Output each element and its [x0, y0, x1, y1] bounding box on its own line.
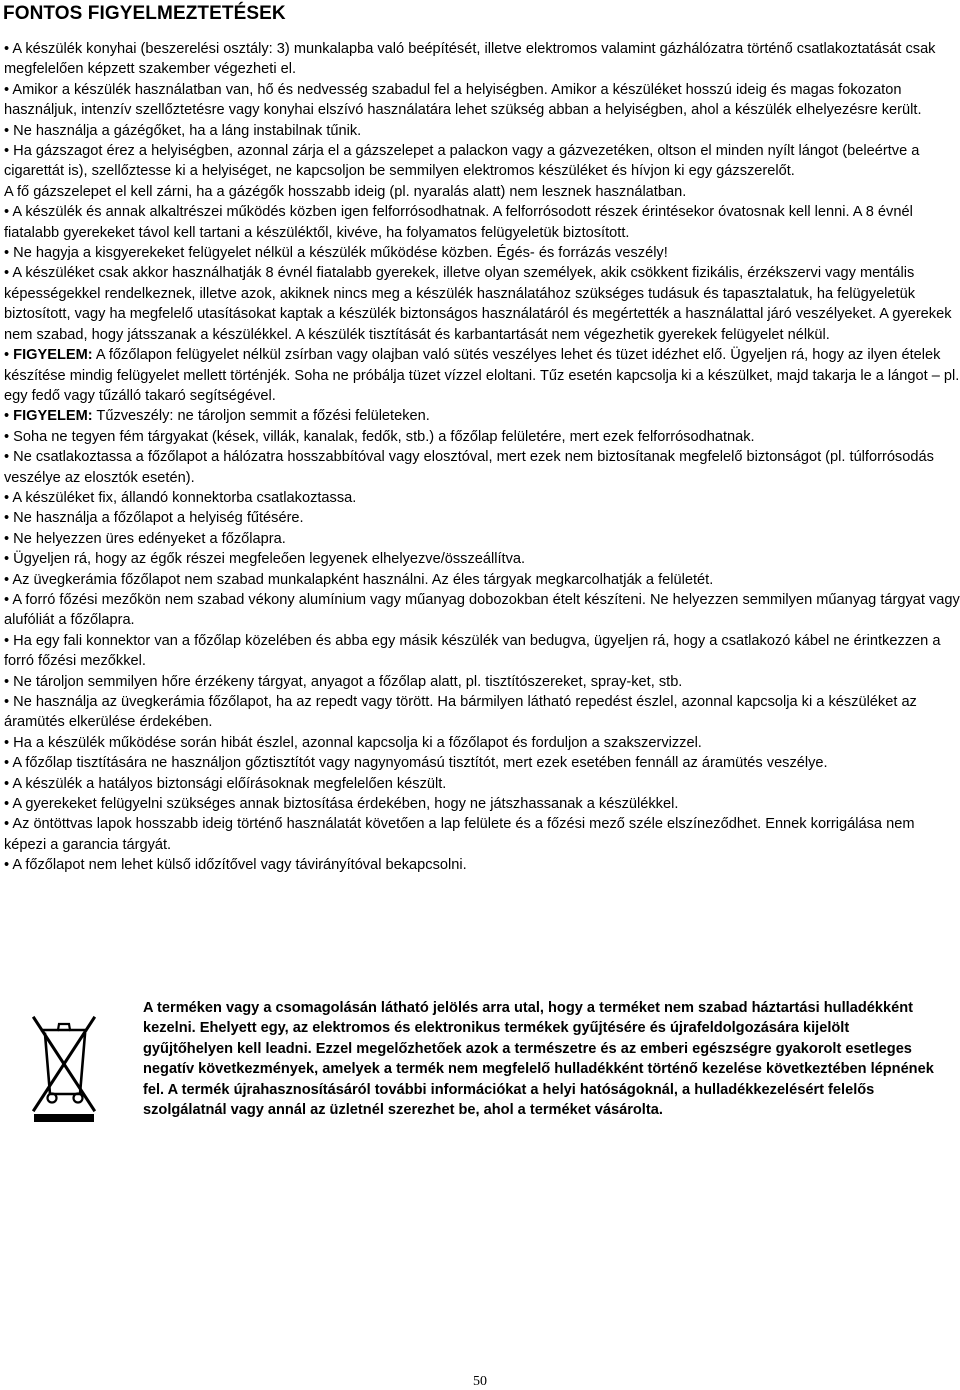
warning-item: • Amikor a készülék használatban van, hő és nedvesség szabadul fel a helyiségben. Amikor a készüléket hosszú ideig és magas fokozaton használjuk, intenzív szellőztetésre vagy konyhai elszívó használatára lehet szükség abban a helyiségben, ahol a készülék elhelyezésre került.	[4, 81, 922, 119]
page-title: FONTOS FIGYELMEZTETÉSEK	[3, 3, 286, 24]
warning-item: • Ne csatlakoztassa a főzőlapot a hálózatra hosszabbítóval vagy elosztóval, mert ezek nem biztosítanak megfelelő biztonságot (pl. túlforrósodás veszélye az elosztók esetén).	[4, 449, 934, 486]
warning-item: • A főzőlap tisztítására ne használjon gőztisztítót vagy nagynyomású tisztítót, mert ezek esetében fennáll az áramütés veszélye.	[4, 755, 828, 772]
warning-item: • Az üvegkerámia főzőlapot nem szabad munkalapként használni. Az éles tárgyak megkarcolhatják a felületét.	[4, 571, 714, 588]
crossed-out-wheelie-bin-icon	[28, 1012, 100, 1124]
warning-item: • Ne helyezzen üres edényeket a főzőlapra.	[4, 530, 286, 547]
page-number: 50	[473, 1374, 487, 1389]
warning-item: • A készülék a hatályos biztonsági előírásoknak megfelelően készült.	[4, 775, 447, 792]
warning-item: • Ha gázszagot érez a helyiségben, azonnal zárja el a gázszelepet a palackon vagy a gázvezetéken, oltson el minden nyílt lángot (beleértve a cigarettát is), szellőztesse ki a helyiséget, ne kapcsoljon be semmilyen elektromos készüléket és hívjon ki egy gázszerelőt.	[4, 143, 920, 180]
warning-item: • A készülék konyhai (beszerelési osztály: 3) munkalapba való beépítését, illetve elektromos valamint gázhálózatra történő csatlakoztatását csak megfelelően képzett szakember végezheti el.	[4, 41, 936, 78]
warning-item: • Ha egy fali konnektor van a főzőlap közelében és abba egy másik készülék van bedugva, ügyeljen rá, hogy a csatlakozó kábel ne érintkezzen a forró főzési mezőkkel.	[4, 632, 941, 670]
warning-item: • Az öntöttvas lapok hosszabb ideig történő használatát követően a lap felülete és a főzési mező széle elszíneződhet. Ennek korrigálása nem képezi a garancia tárgyát.	[4, 816, 915, 853]
warning-item: • FIGYELEM: Tűzveszély: ne tároljon semmit a főzési felületeken.	[4, 408, 430, 425]
warning-item: • Ne hagyja a kisgyerekeket felügyelet nélkül a készülék működése közben. Égés- és forrázás veszély!	[4, 245, 668, 262]
warning-item: • Ha a készülék működése során hibát észlel, azonnal kapcsolja ki a főzőlapot és forduljon a szakszervizzel.	[4, 734, 702, 751]
warning-item: • A készüléket fix, állandó konnektorba csatlakoztassa.	[4, 489, 357, 506]
warnings-list	[4, 39, 960, 876]
warning-item: • A forró főzési mezőkön nem szabad vékony alumínium vagy műanyag dobozokban ételt készíteni. Ne helyezzen semmilyen műanyag tárgyat vagy alufóliát a főzőlapra.	[4, 591, 960, 629]
warning-item: • Soha ne tegyen fém tárgyakat (kések, villák, kanalak, fedők, stb.) a főzőlap felületére, mert ezek felforrósodhatnak.	[4, 428, 755, 445]
warning-item: • A főzőlapot nem lehet külső időzítővel vagy távirányítóval bekapcsolni.	[4, 857, 467, 874]
warning-item: • Ne használja a gázégőket, ha a láng instabilnak tűnik.	[4, 122, 362, 139]
warning-item: • Ne használja a főzőlapot a helyiség fűtésére.	[4, 510, 304, 527]
disposal-notice: A terméken vagy a csomagolásán látható jelölés arra utal, hogy a terméket nem szabad háztartási hulladékként kezelni. Ehelyett egy, az elektromos és elektronikus termékek gyűjtésére és újrafeldolgozására kijelölt gyűjtőhelyen kell leadni. Ezzel megelőzhetőek azok a természetre és az emberi egészségre gyakorolt esetleges negatív következmények, amelyek a termék nem megfelelő hulladékként történő kezelése következtében lépnének fel. A termék újrahasznosításáról további információkat a helyi hatóságoknál, a hulladékkezelésért felelős szolgálatnál vagy annál az üzletnél szerezhet be, ahol a terméket vásárolta.	[143, 1000, 934, 1119]
warning-item: • FIGYELEM: A főzőlapon felügyelet nélkül zsírban vagy olajban való sütés veszélyes lehet és tüzet idézhet elő. Ügyeljen rá, hogy az ilyen ételek készítése mindig felügyelet mellett történjék. Soha ne próbálja tüzet vízzel eloltani. Tűz esetén kapcsolja ki a készülket, majd takarja le a lángot – pl. egy fedő vagy tűzálló takaró segítségével.	[4, 347, 960, 404]
warning-item: • Ügyeljen rá, hogy az égők részei megfeleően legyenek elhelyezve/összeállítva.	[4, 551, 526, 568]
warning-item: • A készülék és annak alkaltrészei működés közben igen felforrósodhatnak. A felforrósodott részek érintésekor óvatosnak kell lenni. A 8 évnél fiatalabb gyerekeket távol kell tartani a készüléktől, kivéve, ha folyamatos felügyeletük biztosított.	[4, 204, 913, 241]
warning-item: A fő gázszelepet el kell zárni, ha a gázégők hosszabb ideig (pl. nyaralás alatt) nem lesznek használatban.	[4, 183, 687, 200]
warning-item: • A készüléket csak akkor használhatják 8 évnél fiatalabb gyerekek, illetve olyan személyek, akik csökkent fizikális, érzékszervi vagy mentális képességekkel rendelkeznek, illetve azok, akiknek nincs meg a készülék használatához szükséges tudásuk és tapasztalatuk, ha felügyeletük biztosított, vagy ha megfelelő utasításokat kaptak a készülék biztonságos használatáról és megértették a használattal járó veszélyeket. A gyerekek nem szabad, hogy játsszanak a készülékkel. A készülék tisztítását és karbantartását nem végezhetik gyerekek felügyelet nélkül.	[4, 265, 952, 343]
warning-item: • Ne használja az üvegkerámia főzőlapot, ha az repedt vagy törött. Ha bármilyen látható repedést észlel, azonnal kapcsolja ki a készüléket az áramütés elkerülése érdekében.	[4, 694, 917, 731]
warning-item: • A gyerekeket felügyelni szükséges annak biztosítása érdekében, hogy ne játszhassanak a készülékkel.	[4, 796, 679, 813]
warning-item: • Ne tároljon semmilyen hőre érzékeny tárgyat, anyagot a főzőlap alatt, pl. tisztítószereket, spray-ket, stb.	[4, 673, 683, 690]
